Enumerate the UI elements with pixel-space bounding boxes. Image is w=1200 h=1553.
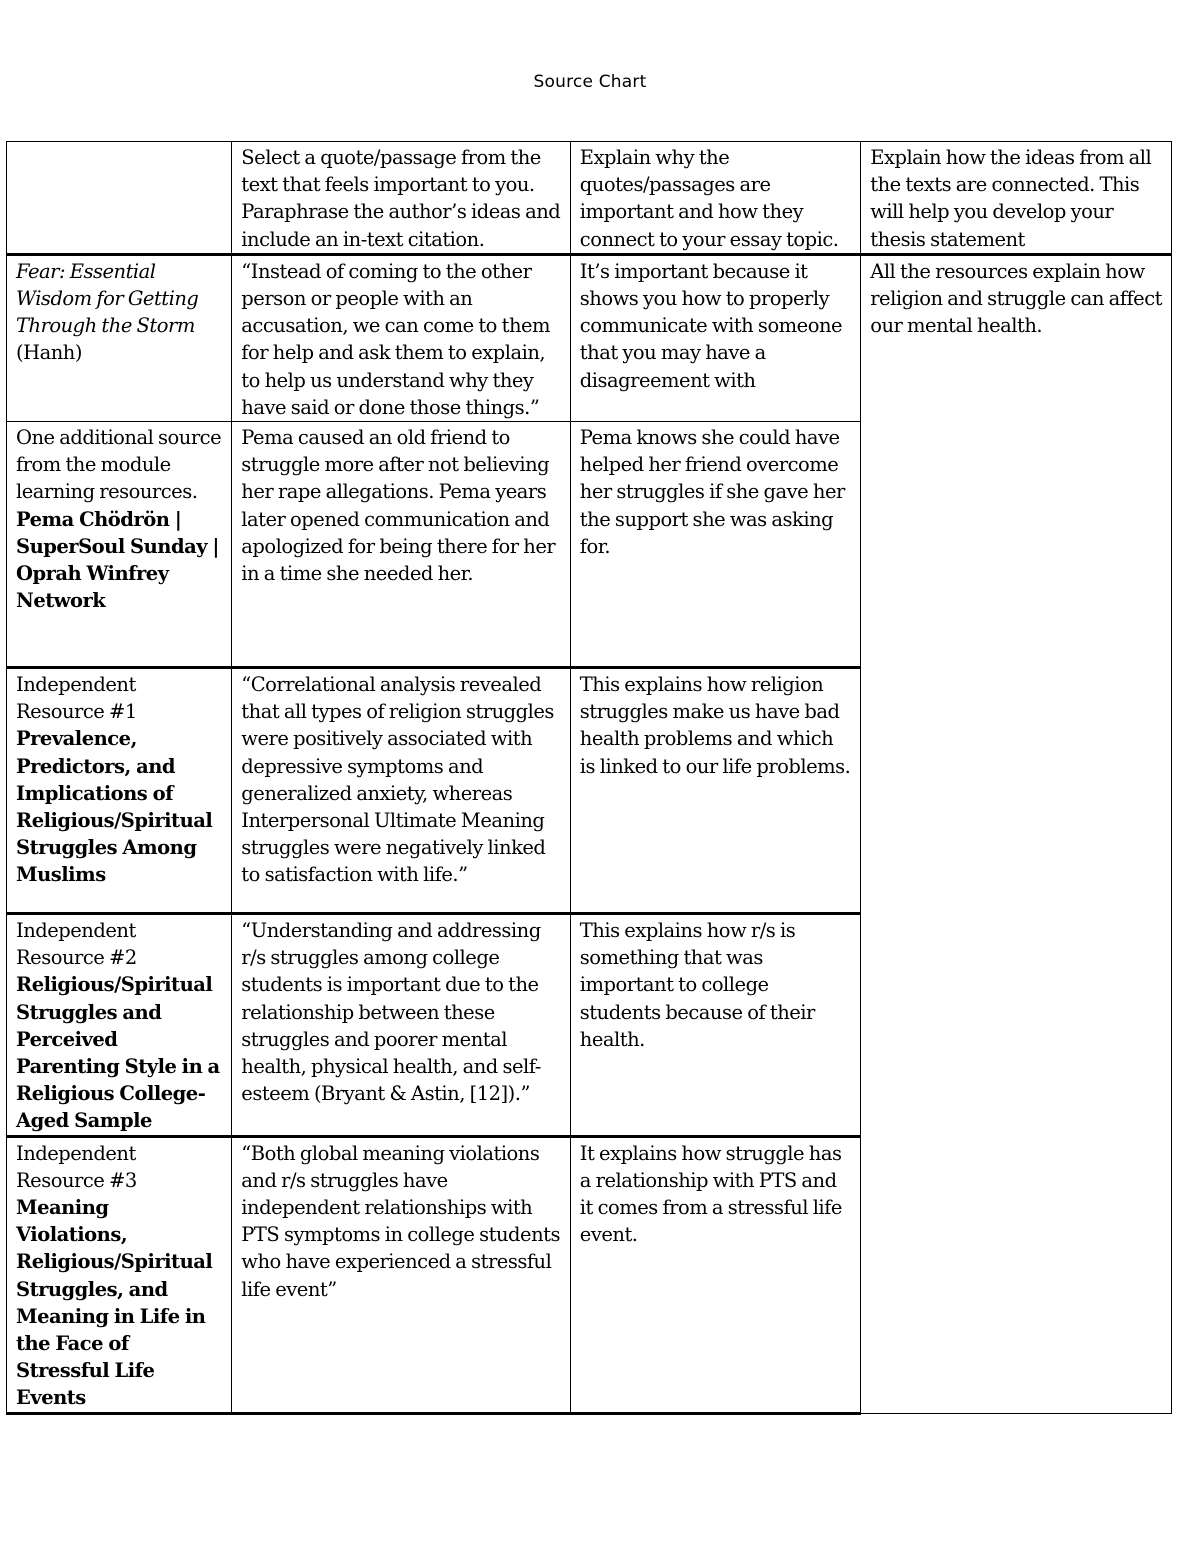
why-cell: Pema knows she could have helped her friend overcome her struggles if she gave her the support she was asking for. bbox=[570, 422, 860, 668]
source-label: One additional source from the module learning resources. bbox=[16, 426, 222, 504]
source-cell bbox=[7, 254, 232, 421]
why-cell: This explains how religion struggles make us have bad health problems and which is linked to our life problems. bbox=[570, 668, 860, 914]
quote-cell: “Both global meaning violations and r/s struggles have independent relationships with PTS symptoms in college students who have experienced a stressful life event” bbox=[232, 1136, 571, 1413]
quote-cell: “Instead of coming to the other person or people with an accusation, we can come to them for help and ask them to explain, to help us understand why they have said or done those things.” bbox=[232, 254, 571, 421]
table-header-row bbox=[7, 142, 1172, 255]
source-author: (Hanh) bbox=[16, 341, 82, 365]
source-title: Prevalence, Predictors, and Implications of Religious/Spiritual Struggles Among Muslims bbox=[16, 727, 213, 887]
header-connect-cell: Explain how the ideas from all the texts are connected. This will help you develop your thesis statement bbox=[861, 142, 1172, 255]
source-cell bbox=[7, 1136, 232, 1413]
quote-cell: Pema caused an old friend to struggle more after not believing her rape allegations. Pema years later opened communication and apologized for being there for her in a time she needed her. bbox=[232, 422, 571, 668]
source-cell bbox=[7, 914, 232, 1137]
header-quote-cell: Select a quote/passage from the text that feels important to you. Paraphrase the author’s ideas and include an in-text citation. bbox=[232, 142, 571, 255]
source-title: Religious/Spiritual Struggles and Perceived Parenting Style in a Religious College-Aged Sample bbox=[16, 973, 220, 1133]
quote-cell: “Understanding and addressing r/s struggles among college students is important due to the relationship between these struggles and poorer mental health, physical health, and self-esteem (Bryant & Astin, [12]).” bbox=[232, 914, 571, 1137]
header-source-cell bbox=[7, 142, 232, 255]
quote-cell: “Correlational analysis revealed that all types of religion struggles were positively associated with depressive symptoms and generalized anxiety, whereas Interpersonal Ultimate Meaning struggles were negatively linked to satisfaction with life.” bbox=[232, 668, 571, 914]
source-title: Fear: Essential Wisdom for Getting Through the Storm bbox=[16, 259, 199, 338]
source-title: Pema Chödrön | SuperSoul Sunday | Oprah Winfrey Network bbox=[16, 507, 219, 613]
source-chart-table bbox=[6, 141, 1172, 1415]
why-cell: It explains how struggle has a relationship with PTS and it comes from a stressful life event. bbox=[570, 1136, 860, 1413]
source-label: Independent Resource #1 bbox=[16, 673, 137, 724]
table-row bbox=[7, 254, 1172, 421]
header-why-cell: Explain why the quotes/passages are important and how they connect to your essay topic. bbox=[570, 142, 860, 255]
source-title: Meaning Violations, Religious/Spiritual Struggles, and Meaning in Life in the Face of Stressful Life Events bbox=[16, 1196, 213, 1410]
source-cell bbox=[7, 422, 232, 668]
page-title: Source Chart bbox=[533, 72, 647, 92]
connection-cell: All the resources explain how religion and struggle can affect our mental health. bbox=[861, 254, 1172, 1413]
why-cell: This explains how r/s is something that was important to college students because of their health. bbox=[570, 914, 860, 1137]
source-label: Independent Resource #2 bbox=[16, 919, 137, 970]
source-cell bbox=[7, 668, 232, 914]
why-cell: It’s important because it shows you how to properly communicate with someone that you may have a disagreement with bbox=[570, 254, 860, 421]
source-label: Independent Resource #3 bbox=[16, 1141, 137, 1192]
